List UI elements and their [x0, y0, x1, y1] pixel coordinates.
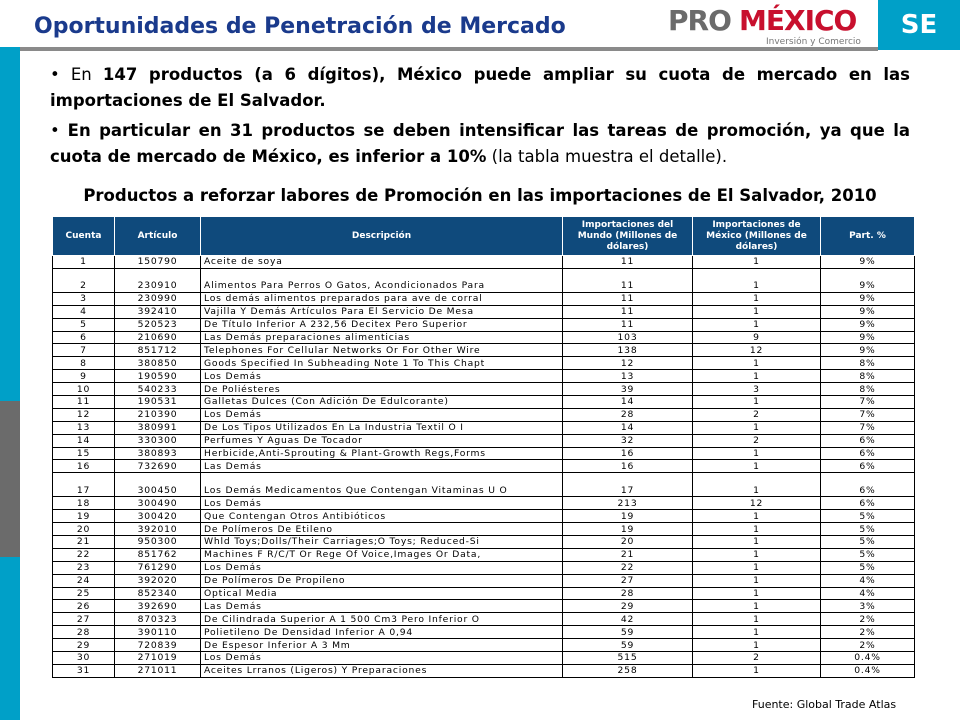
table-row — [53, 256, 915, 269]
cell-importaciones-mexico: 1 — [693, 256, 821, 269]
products-table-wrapper — [52, 216, 914, 678]
cell-descripcion: Polietileno De Densidad Inferior A 0,94 — [201, 626, 563, 639]
bullet-2: • En particular en 31 productos se deben intensificar las tareas de promoción, ya que la cuota de mercado de México, es inferior a 10% (la tabla muestra el detalle). — [50, 121, 911, 166]
table-row — [53, 318, 915, 331]
cell-cuenta: 28 — [53, 626, 115, 639]
cell-part: 5% — [821, 523, 915, 536]
cell-articulo: 870323 — [115, 613, 201, 626]
table-row — [53, 587, 915, 600]
products-table — [52, 216, 915, 678]
cell-cuenta: 23 — [53, 561, 115, 574]
cell-articulo: 300490 — [115, 497, 201, 510]
cell-cuenta: 25 — [53, 587, 115, 600]
bullet-list — [50, 62, 910, 174]
cell-part: 0.4% — [821, 664, 915, 677]
cell-importaciones-mundo: 11 — [563, 305, 693, 318]
cell-cuenta: 12 — [53, 408, 115, 421]
cell-importaciones-mexico: 1 — [693, 536, 821, 549]
table-row — [53, 331, 915, 344]
cell-descripcion: Que Contengan Otros Antibióticos — [201, 510, 563, 523]
cell-descripcion: Machines F R/C/T Or Rege Of Voice,Images Or Data, — [201, 548, 563, 561]
page-title: Oportunidades de Penetración de Mercado — [34, 14, 566, 39]
cell-importaciones-mexico: 1 — [693, 639, 821, 652]
cell-cuenta: 13 — [53, 421, 115, 434]
cell-descripcion: Las Demás — [201, 460, 563, 473]
cell-part: 5% — [821, 548, 915, 561]
cell-articulo: 851712 — [115, 344, 201, 357]
cell-importaciones-mundo: 515 — [563, 652, 693, 665]
cell-cuenta: 10 — [53, 383, 115, 396]
cell-cuenta: 29 — [53, 639, 115, 652]
cell-importaciones-mundo: 19 — [563, 523, 693, 536]
cell-part: 9% — [821, 268, 915, 292]
cell-descripcion: Las Demás preparaciones alimenticias — [201, 331, 563, 344]
cell-part: 9% — [821, 331, 915, 344]
cell-importaciones-mundo: 14 — [563, 421, 693, 434]
table-row — [53, 536, 915, 549]
cell-importaciones-mexico: 1 — [693, 574, 821, 587]
bullet-1-bold: 147 productos (a 6 dígitos), México puede ampliar su cuota de mercado en las importaciones de El Salvador. — [50, 65, 910, 110]
cell-cuenta: 16 — [53, 460, 115, 473]
cell-importaciones-mundo: 27 — [563, 574, 693, 587]
source-note: Fuente: Global Trade Atlas — [752, 698, 897, 711]
cell-descripcion: De Poliésteres — [201, 383, 563, 396]
cell-importaciones-mundo: 11 — [563, 256, 693, 269]
cell-descripcion: Los Demás — [201, 497, 563, 510]
cell-importaciones-mundo: 103 — [563, 331, 693, 344]
cell-importaciones-mexico: 12 — [693, 497, 821, 510]
table-row — [53, 664, 915, 677]
cell-importaciones-mexico: 1 — [693, 473, 821, 497]
cell-descripcion: Perfumes Y Aguas De Tocador — [201, 434, 563, 447]
table-row — [53, 639, 915, 652]
cell-articulo: 300450 — [115, 473, 201, 497]
cell-part: 5% — [821, 561, 915, 574]
cell-importaciones-mundo: 28 — [563, 587, 693, 600]
cell-importaciones-mundo: 59 — [563, 639, 693, 652]
cell-articulo: 761290 — [115, 561, 201, 574]
cell-importaciones-mexico: 12 — [693, 344, 821, 357]
cell-articulo: 520523 — [115, 318, 201, 331]
table-row — [53, 497, 915, 510]
cell-importaciones-mundo: 138 — [563, 344, 693, 357]
bullet-2-rest: (la tabla muestra el detalle). — [486, 147, 728, 166]
cell-part: 9% — [821, 256, 915, 269]
cell-importaciones-mexico: 1 — [693, 292, 821, 305]
table-row — [53, 460, 915, 473]
table-row — [53, 292, 915, 305]
cell-cuenta: 17 — [53, 473, 115, 497]
cell-articulo: 380850 — [115, 357, 201, 370]
cell-importaciones-mexico: 1 — [693, 460, 821, 473]
cell-descripcion: Optical Media — [201, 587, 563, 600]
cell-importaciones-mundo: 16 — [563, 460, 693, 473]
cell-descripcion: Los Demás — [201, 561, 563, 574]
logo-mexico-text: MÉXICO — [739, 4, 857, 37]
cell-importaciones-mexico: 1 — [693, 305, 821, 318]
cell-importaciones-mexico: 1 — [693, 523, 821, 536]
cell-importaciones-mundo: 28 — [563, 408, 693, 421]
cell-articulo: 271011 — [115, 664, 201, 677]
cell-importaciones-mundo: 11 — [563, 318, 693, 331]
cell-descripcion: Telephones For Cellular Networks Or For Other Wire — [201, 344, 563, 357]
cell-importaciones-mexico: 1 — [693, 357, 821, 370]
table-row — [53, 626, 915, 639]
cell-articulo: 271019 — [115, 652, 201, 665]
cell-importaciones-mexico: 1 — [693, 268, 821, 292]
table-row — [53, 434, 915, 447]
cell-descripcion: Los Demás Medicamentos Que Contengan Vitaminas U O — [201, 473, 563, 497]
cell-descripcion: De Los Tipos Utilizados En La Industria Textil O I — [201, 421, 563, 434]
cell-articulo: 540233 — [115, 383, 201, 396]
cell-importaciones-mundo: 258 — [563, 664, 693, 677]
cell-descripcion: Los demás alimentos preparados para ave de corral — [201, 292, 563, 305]
cell-importaciones-mexico: 1 — [693, 548, 821, 561]
cell-importaciones-mexico: 1 — [693, 600, 821, 613]
cell-importaciones-mexico: 1 — [693, 396, 821, 409]
cell-part: 7% — [821, 396, 915, 409]
cell-cuenta: 5 — [53, 318, 115, 331]
cell-importaciones-mexico: 1 — [693, 613, 821, 626]
cell-part: 5% — [821, 536, 915, 549]
cell-descripcion: Los Demás — [201, 652, 563, 665]
table-row — [53, 447, 915, 460]
logo-pro-text: PRO — [668, 4, 731, 37]
table-subtitle: Productos a reforzar labores de Promoción en las importaciones de El Salvador, 2010 — [83, 186, 877, 205]
bullet-1-pre: En — [70, 65, 103, 84]
table-row — [53, 548, 915, 561]
cell-articulo: 190531 — [115, 396, 201, 409]
table-row — [53, 408, 915, 421]
cell-cuenta: 21 — [53, 536, 115, 549]
cell-part: 9% — [821, 318, 915, 331]
cell-importaciones-mexico: 1 — [693, 370, 821, 383]
table-row — [53, 574, 915, 587]
cell-importaciones-mexico: 1 — [693, 561, 821, 574]
cell-part: 0.4% — [821, 652, 915, 665]
table-row — [53, 561, 915, 574]
cell-importaciones-mexico: 3 — [693, 383, 821, 396]
cell-importaciones-mexico: 9 — [693, 331, 821, 344]
cell-part: 9% — [821, 305, 915, 318]
header-cuenta: Cuenta — [53, 217, 115, 256]
cell-part: 8% — [821, 370, 915, 383]
cell-importaciones-mundo: 21 — [563, 548, 693, 561]
header-articulo: Artículo — [115, 217, 201, 256]
bullet-2-bold: En particular en 31 productos se deben intensificar las tareas de promoción, ya que la cuota de mercado de México, es inferior a 10% — [50, 121, 911, 166]
cell-importaciones-mundo: 42 — [563, 613, 693, 626]
cell-articulo: 330300 — [115, 434, 201, 447]
table-row — [53, 305, 915, 318]
header-importaciones-mundo: Importaciones del Mundo (Millones de dólares) — [563, 217, 693, 256]
cell-part: 6% — [821, 447, 915, 460]
cell-part: 5% — [821, 510, 915, 523]
cell-importaciones-mexico: 1 — [693, 587, 821, 600]
cell-part: 8% — [821, 383, 915, 396]
cell-importaciones-mundo: 14 — [563, 396, 693, 409]
cell-descripcion: De Polímeros De Etileno — [201, 523, 563, 536]
cell-importaciones-mexico: 1 — [693, 318, 821, 331]
cell-articulo: 392010 — [115, 523, 201, 536]
cell-part: 2% — [821, 613, 915, 626]
cell-descripcion: Whld Toys;Dolls/Their Carriages;O Toys; Reduced-Si — [201, 536, 563, 549]
cell-importaciones-mexico: 1 — [693, 421, 821, 434]
cell-articulo: 210690 — [115, 331, 201, 344]
header-part: Part. % — [821, 217, 915, 256]
table-row — [53, 383, 915, 396]
cell-descripcion: Aceite de soya — [201, 256, 563, 269]
cell-cuenta: 31 — [53, 664, 115, 677]
cell-articulo: 950300 — [115, 536, 201, 549]
cell-importaciones-mundo: 19 — [563, 510, 693, 523]
cell-part: 6% — [821, 434, 915, 447]
table-row — [53, 370, 915, 383]
cell-descripcion: De Título Inferior A 232,56 Decitex Pero Superior — [201, 318, 563, 331]
cell-importaciones-mexico: 2 — [693, 434, 821, 447]
cell-articulo: 732690 — [115, 460, 201, 473]
cell-part: 4% — [821, 587, 915, 600]
cell-cuenta: 11 — [53, 396, 115, 409]
cell-cuenta: 24 — [53, 574, 115, 587]
cell-articulo: 210390 — [115, 408, 201, 421]
cell-part: 2% — [821, 626, 915, 639]
cell-part: 6% — [821, 473, 915, 497]
cell-importaciones-mexico: 1 — [693, 664, 821, 677]
cell-cuenta: 14 — [53, 434, 115, 447]
cell-cuenta: 30 — [53, 652, 115, 665]
cell-cuenta: 26 — [53, 600, 115, 613]
cell-articulo: 392410 — [115, 305, 201, 318]
cell-articulo: 851762 — [115, 548, 201, 561]
cell-importaciones-mexico: 1 — [693, 447, 821, 460]
header-descripcion: Descripción — [201, 217, 563, 256]
cell-descripcion: Galletas Dulces (Con Adición De Edulcorante) — [201, 396, 563, 409]
cell-cuenta: 3 — [53, 292, 115, 305]
table-body — [53, 256, 915, 678]
cell-cuenta: 8 — [53, 357, 115, 370]
table-row — [53, 357, 915, 370]
cell-part: 7% — [821, 421, 915, 434]
cell-articulo: 852340 — [115, 587, 201, 600]
cell-importaciones-mundo: 13 — [563, 370, 693, 383]
cell-cuenta: 15 — [53, 447, 115, 460]
bullet-1: • En 147 productos (a 6 dígitos), México puede ampliar su cuota de mercado en las importaciones de El Salvador. — [50, 65, 910, 110]
logo-tagline: Inversión y Comercio — [766, 37, 861, 47]
cell-articulo: 380893 — [115, 447, 201, 460]
cell-importaciones-mundo: 11 — [563, 292, 693, 305]
cell-importaciones-mexico: 1 — [693, 510, 821, 523]
cell-part: 9% — [821, 344, 915, 357]
cell-part: 4% — [821, 574, 915, 587]
cell-importaciones-mundo: 39 — [563, 383, 693, 396]
cell-articulo: 190590 — [115, 370, 201, 383]
cell-descripcion: Las Demás — [201, 600, 563, 613]
cell-descripcion: Alimentos Para Perros O Gatos, Acondicionados Para — [201, 268, 563, 292]
cell-cuenta: 19 — [53, 510, 115, 523]
table-row — [53, 344, 915, 357]
cell-descripcion: De Cilindrada Superior A 1 500 Cm3 Pero Inferior O — [201, 613, 563, 626]
cell-articulo: 380991 — [115, 421, 201, 434]
cell-descripcion: Los Demás — [201, 408, 563, 421]
cell-cuenta: 18 — [53, 497, 115, 510]
table-row — [53, 396, 915, 409]
cell-cuenta: 22 — [53, 548, 115, 561]
cell-part: 3% — [821, 600, 915, 613]
cell-articulo: 392690 — [115, 600, 201, 613]
table-row — [53, 510, 915, 523]
cell-part: 8% — [821, 357, 915, 370]
cell-cuenta: 6 — [53, 331, 115, 344]
cell-descripcion: Los Demás — [201, 370, 563, 383]
table-row — [53, 600, 915, 613]
cell-part: 6% — [821, 497, 915, 510]
se-logo: SE — [878, 0, 960, 50]
cell-importaciones-mexico: 2 — [693, 652, 821, 665]
cell-articulo: 720839 — [115, 639, 201, 652]
left-accent-bar — [0, 47, 20, 720]
cell-importaciones-mexico: 1 — [693, 626, 821, 639]
cell-importaciones-mundo: 22 — [563, 561, 693, 574]
cell-part: 2% — [821, 639, 915, 652]
cell-importaciones-mundo: 213 — [563, 497, 693, 510]
cell-descripcion: De Polímeros De Propileno — [201, 574, 563, 587]
cell-importaciones-mundo: 29 — [563, 600, 693, 613]
cell-descripcion: Goods Specified In Subheading Note 1 To This Chapt — [201, 357, 563, 370]
cell-descripcion: De Espesor Inferior A 3 Mm — [201, 639, 563, 652]
table-row — [53, 652, 915, 665]
cell-descripcion: Herbicide,Anti-Sprouting & Plant-Growth Regs,Forms — [201, 447, 563, 460]
cell-part: 9% — [821, 292, 915, 305]
cell-cuenta: 20 — [53, 523, 115, 536]
table-row — [53, 268, 915, 292]
cell-articulo: 300420 — [115, 510, 201, 523]
cell-importaciones-mundo: 17 — [563, 473, 693, 497]
left-accent-bar-dark-segment — [0, 401, 20, 557]
table-row — [53, 523, 915, 536]
header-importaciones-mexico: Importaciones de México (Millones de dólares) — [693, 217, 821, 256]
cell-importaciones-mundo: 12 — [563, 357, 693, 370]
cell-articulo: 390110 — [115, 626, 201, 639]
cell-importaciones-mexico: 2 — [693, 408, 821, 421]
cell-articulo: 230910 — [115, 268, 201, 292]
table-row — [53, 421, 915, 434]
cell-importaciones-mundo: 20 — [563, 536, 693, 549]
cell-articulo: 230990 — [115, 292, 201, 305]
cell-importaciones-mundo: 32 — [563, 434, 693, 447]
table-header-row — [53, 217, 915, 256]
cell-cuenta: 9 — [53, 370, 115, 383]
cell-descripcion: Vajilla Y Demás Artículos Para El Servicio De Mesa — [201, 305, 563, 318]
cell-descripcion: Aceites Lrranos (Ligeros) Y Preparaciones — [201, 664, 563, 677]
table-row — [53, 613, 915, 626]
cell-articulo: 150790 — [115, 256, 201, 269]
cell-cuenta: 2 — [53, 268, 115, 292]
cell-importaciones-mundo: 11 — [563, 268, 693, 292]
promexico-logo — [664, 4, 864, 48]
cell-cuenta: 27 — [53, 613, 115, 626]
cell-cuenta: 4 — [53, 305, 115, 318]
cell-articulo: 392020 — [115, 574, 201, 587]
cell-part: 7% — [821, 408, 915, 421]
table-row — [53, 473, 915, 497]
cell-importaciones-mundo: 16 — [563, 447, 693, 460]
cell-cuenta: 1 — [53, 256, 115, 269]
cell-importaciones-mundo: 59 — [563, 626, 693, 639]
cell-part: 6% — [821, 460, 915, 473]
cell-cuenta: 7 — [53, 344, 115, 357]
